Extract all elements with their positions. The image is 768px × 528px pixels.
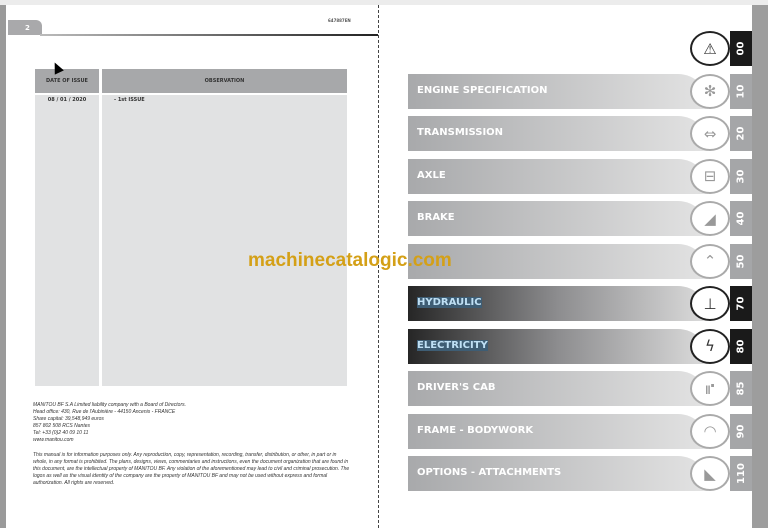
section-number (730, 244, 752, 279)
revision-table (35, 69, 347, 386)
section-number-text: 85 (735, 381, 747, 396)
section-number (730, 414, 752, 449)
attachment-icon: ◣ (690, 456, 730, 491)
section-number-text: 10 (735, 84, 747, 98)
header-rule (40, 34, 378, 36)
engine-fan-icon: ✻ (690, 74, 730, 109)
viewer-top-bar (0, 0, 768, 5)
section-number (730, 31, 752, 66)
section-label: DRIVER'S CAB (417, 382, 496, 393)
section-label: ENGINE SPECIFICATION (417, 84, 548, 96)
company-line: Head office: 430, Rue de l'Aubinière - 44150 Ancenis - FRANCE (33, 409, 176, 415)
section-row-30[interactable] (408, 159, 752, 194)
seat-icon: ⑈ (690, 371, 730, 406)
section-row-80[interactable] (408, 329, 752, 364)
section-number-text: 90 (735, 424, 747, 438)
cell-date: 08 / 01 / 2020 (35, 95, 99, 386)
section-number-text: 70 (735, 296, 747, 311)
company-info (33, 402, 333, 444)
company-line: MANITOU BF S.A Limited liability company with a Board of Directors. (33, 402, 187, 408)
section-band (408, 244, 708, 279)
company-line: www.manitou.com (33, 437, 74, 443)
section-label: ELECTRICITY (417, 339, 488, 351)
section-label: BRAKE (417, 212, 455, 223)
section-number-text: 50 (735, 254, 747, 268)
section-number (730, 456, 752, 491)
watermark: machinecatalogic.com (248, 250, 452, 271)
section-number-text: 110 (735, 463, 747, 484)
section-label: FRAME - BODYWORK (417, 424, 534, 436)
section-number (730, 159, 752, 194)
brake-pedal-icon: ◢ (690, 201, 730, 236)
boom-icon: ⌃ (690, 244, 730, 279)
document-number: 647887EN (328, 18, 351, 23)
section-label: OPTIONS - ATTACHMENTS (417, 467, 562, 478)
section-row-70[interactable] (408, 286, 752, 321)
section-number (730, 74, 752, 109)
section-number-text: 20 (735, 126, 747, 141)
frame-icon: ◠ (690, 414, 730, 449)
section-band (408, 159, 708, 194)
header-date-of-issue: DATE OF ISSUE (35, 69, 99, 93)
section-number-text: 30 (735, 169, 747, 183)
page-edge-bar (0, 5, 6, 528)
shaft-icon: ⇔ (690, 116, 730, 151)
section-row-10[interactable] (408, 74, 752, 109)
section-label: HYDRAULIC (417, 297, 482, 308)
section-number (730, 286, 752, 321)
disclaimer: This manual is for information purposes only. Any reproduction, copy, representation, recording, transfer, distribution, or other, in part or in whole, in any format is prohibited. The plans, designs, views, commentaries and instructions, even the document organization that are found in this document, are the intellectual property of MANITOU BF. Any violation of the aforementioned may lead to civil and criminal prosecution. The logos as well as the visual identity of the company are the property of MANITOU BF and may not be used without express and formal authorization. All rights are reserved. (33, 452, 350, 486)
section-row-85[interactable] (408, 371, 752, 406)
section-label: AXLE (417, 169, 446, 181)
section-row-00[interactable] (408, 31, 752, 66)
page-edge-strip (752, 5, 768, 528)
section-number (730, 329, 752, 364)
header-observation: OBSERVATION (102, 69, 347, 93)
company-line: Tel: +33 (0)2 40 09 10 11 (33, 430, 89, 436)
page-number-tab: 2 (8, 20, 42, 35)
axle-icon: ⊟ (690, 159, 730, 194)
lightning-icon: ϟ (690, 329, 730, 364)
section-row-90[interactable] (408, 414, 752, 449)
section-label: GENERAL CHARACTERISTICS AND SAFETY (417, 42, 651, 53)
section-row-50[interactable] (408, 244, 752, 279)
hydraulic-icon: ⊥ (690, 286, 730, 321)
company-line: Share capital: 39,548,949 euros (33, 416, 104, 422)
section-row-40[interactable] (408, 201, 752, 236)
section-label: TRANSMISSION (417, 127, 504, 138)
section-number-text: 00 (735, 41, 747, 56)
section-row-20[interactable] (408, 116, 752, 151)
section-row-110[interactable] (408, 456, 752, 491)
cell-observation: - 1st ISSUE (102, 95, 347, 386)
safety-icon: ⚠ (690, 31, 730, 66)
section-number-text: 80 (735, 339, 747, 353)
section-number (730, 371, 752, 406)
section-number-text: 40 (735, 211, 747, 226)
company-line: 857 802 508 RCS Nantes (33, 423, 90, 429)
section-number (730, 201, 752, 236)
section-number (730, 116, 752, 151)
